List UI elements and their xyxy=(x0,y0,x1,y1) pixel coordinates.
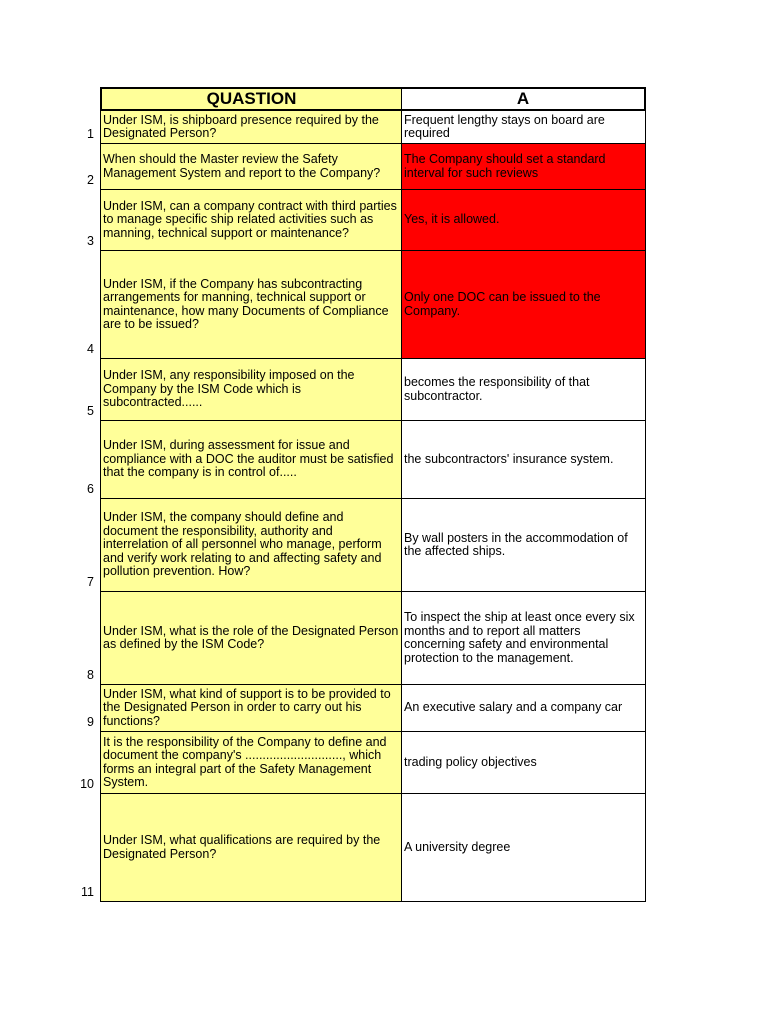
question-cell xyxy=(100,592,402,685)
question-table xyxy=(70,87,646,902)
answer-text: By wall posters in the accommodation of the affected ships. xyxy=(404,530,628,558)
header-blank-cell xyxy=(70,87,100,111)
question-cell xyxy=(100,499,402,592)
row-number: 1 xyxy=(87,127,94,141)
question-column-header: QUASTION xyxy=(100,87,402,111)
question-cell xyxy=(100,144,402,190)
answer-text: becomes the responsibility of that subcontractor. xyxy=(404,375,590,403)
answer-cell xyxy=(402,190,646,251)
question-cell xyxy=(100,421,402,499)
row-number: 6 xyxy=(87,482,94,496)
answer-text: To inspect the ship at least once every six months and to report all matters concerning safety and environmental protection to the management. xyxy=(404,610,635,665)
row-number: 9 xyxy=(87,715,94,729)
question-text: Under ISM, what kind of support is to be provided to the Designated Person in order to carry out his functions? xyxy=(103,686,391,728)
answer-text: A university degree xyxy=(404,839,511,854)
answer-text: Yes, it is allowed. xyxy=(404,212,500,227)
question-cell xyxy=(100,190,402,251)
answer-cell xyxy=(402,359,646,421)
answer-cell xyxy=(402,499,646,592)
answer-cell xyxy=(402,421,646,499)
question-cell xyxy=(100,251,402,359)
answer-cell xyxy=(402,144,646,190)
question-text: When should the Master review the Safety Management System and report to the Company? xyxy=(103,152,381,180)
answer-text: An executive salary and a company car xyxy=(404,700,623,715)
answer-cell xyxy=(402,685,646,732)
question-cell xyxy=(100,685,402,732)
answer-text: Frequent lengthy stays on board are required xyxy=(404,112,605,140)
row-number: 11 xyxy=(81,885,94,899)
question-text: Under ISM, if the Company has subcontracting arrangements for manning, technical support or maintenance, how many Documents of Compliance are to be issued? xyxy=(103,276,389,331)
row-number: 2 xyxy=(87,173,94,187)
answer-text: Only one DOC can be issued to the Company. xyxy=(404,290,601,318)
row-number: 4 xyxy=(87,342,94,356)
row-number: 8 xyxy=(87,668,94,682)
question-cell xyxy=(100,732,402,794)
question-cell xyxy=(100,794,402,902)
question-text: Under ISM, the company should define and document the responsibility, authority and interrelation of all personnel who manage, perform and verify work relating to and affecting safety and pollution prevention. How? xyxy=(103,510,382,579)
answer-column-header: A xyxy=(402,87,646,111)
row-number: 5 xyxy=(87,404,94,418)
answer-text: the subcontractors' insurance system. xyxy=(404,451,614,466)
row-number: 7 xyxy=(87,575,94,589)
question-text: Under ISM, can a company contract with third parties to manage specific ship related activities such as manning, technical support or maintenance? xyxy=(103,198,397,240)
question-cell xyxy=(100,359,402,421)
question-text: Under ISM, during assessment for issue and compliance with a DOC the auditor must be satisfied that the company is in control of..... xyxy=(103,438,394,480)
question-text: Under ISM, what qualifications are required by the Designated Person? xyxy=(103,833,381,861)
answer-cell xyxy=(402,592,646,685)
question-text: Under ISM, is shipboard presence required by the Designated Person? xyxy=(103,112,379,140)
answer-text: trading policy objectives xyxy=(404,754,537,769)
question-text: Under ISM, any responsibility imposed on the Company by the ISM Code which is subcontracted...... xyxy=(103,368,355,410)
row-number: 10 xyxy=(80,777,94,791)
answer-cell xyxy=(402,732,646,794)
answer-cell xyxy=(402,794,646,902)
question-text: Under ISM, what is the role of the Designated Person as defined by the ISM Code? xyxy=(103,623,399,651)
answer-text: The Company should set a standard interval for such reviews xyxy=(404,152,606,180)
answer-cell xyxy=(402,111,646,144)
question-cell xyxy=(100,111,402,144)
answer-cell xyxy=(402,251,646,359)
question-text: It is the responsibility of the Company to define and document the company's ............................, which forms an integral part of the Safety Management System. xyxy=(103,734,387,789)
row-number: 3 xyxy=(87,234,94,248)
